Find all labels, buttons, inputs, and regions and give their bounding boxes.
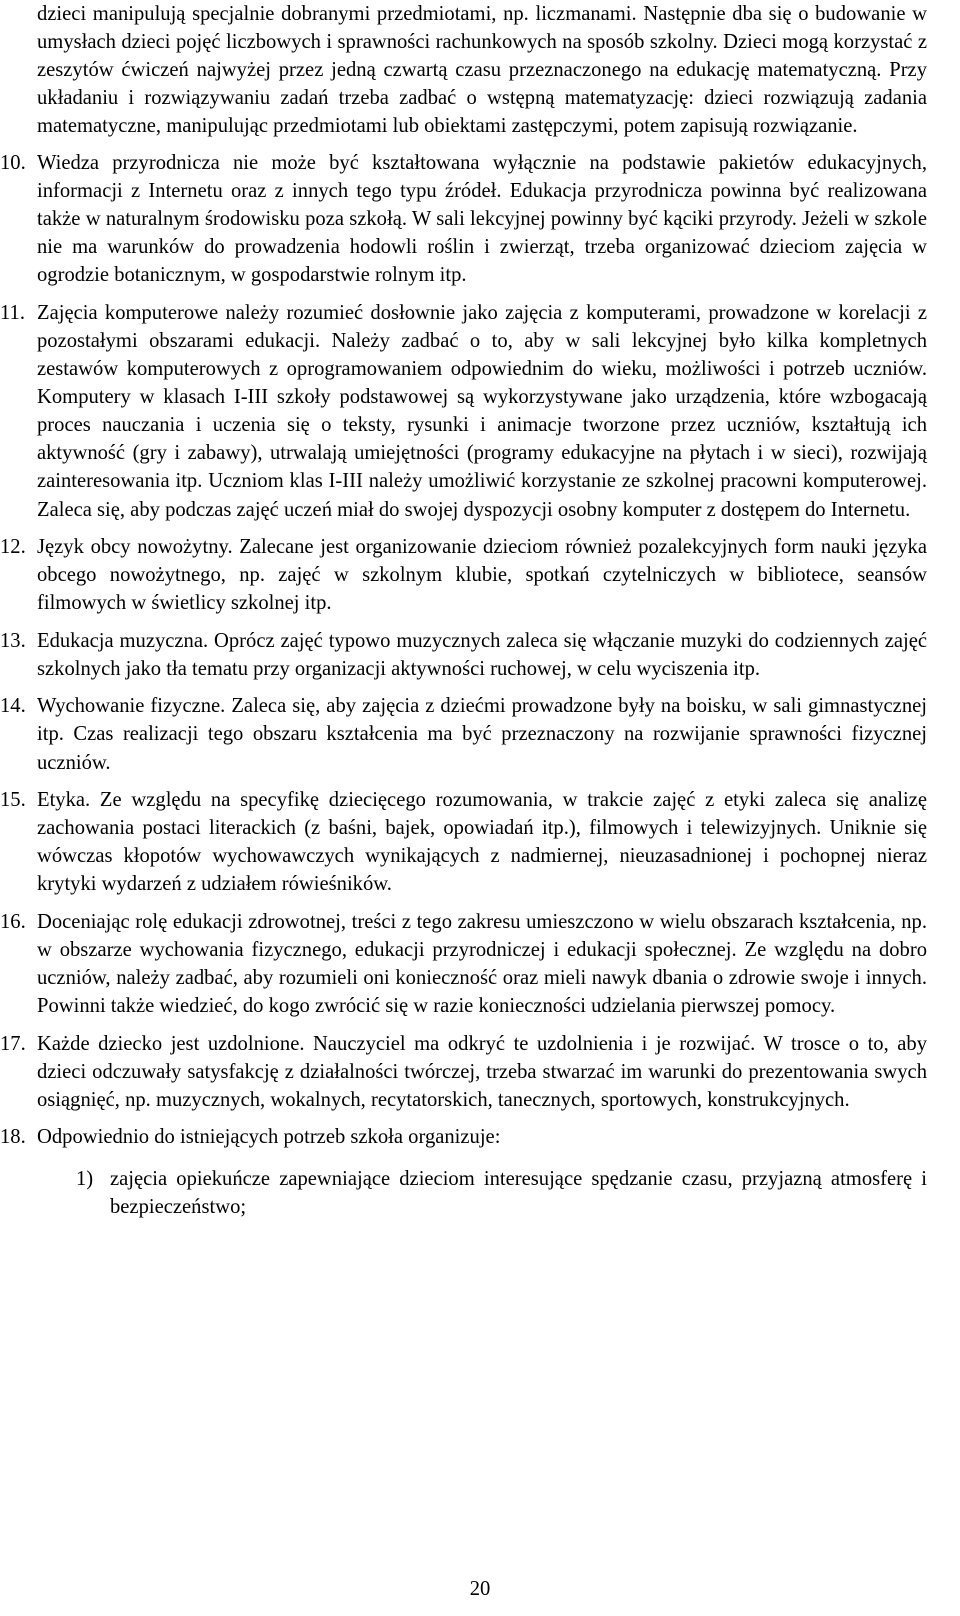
list-item bbox=[0, 908, 927, 1020]
sub-item-text: zajęcia opiekuńcze zapewniające dzieciom interesujące spędzanie czasu, przyjazną atmosferę i bezpieczeństwo; bbox=[110, 1168, 927, 1219]
sub-list-item bbox=[37, 1165, 927, 1221]
list-item bbox=[0, 149, 927, 289]
intro-paragraph: dzieci manipulują specjalnie dobranymi przedmiotami, np. liczmanami. Następnie dba się o budowanie w umysłach dzieci pojęć liczbowych i sprawności rachunkowych na sposób szkolny. Dzieci mogą korzystać z zeszytów ćwiczeń najwyżej przez jedną czwartą czasu przeznaczonego na edukację matematyczną. Przy układaniu i rozwiązywaniu zadań trzeba zadbać o wstępną matematyzację: dzieci rozwiązują zadania matematyczne, manipulując przedmiotami lub obiektami zastępczymi, potem zapisują rozwiązanie. bbox=[37, 3, 927, 138]
item-text: Edukacja muzyczna. Oprócz zajęć typowo muzycznych zaleca się włączanie muzyki do codziennych zajęć szkolnych jako tła tematu przy organizacji aktywności ruchowej, w celu wyciszenia itp. bbox=[37, 629, 927, 680]
item-text: Wiedza przyrodnicza nie może być kształtowana wyłącznie na podstawie pakietów edukacyjnych, informacji z Internetu oraz z innych tego typu źródeł. Edukacja przyrodnicza powinna być realizowana także w naturalnym środowisku poza szkołą. W sali lekcyjnej powinny być kąciki przyrody. Jeżeli w szkole nie ma warunków do prowadzenia hodowli roślin i zwierząt, trzeba organizować dzieciom zajęcia w ogrodzie botanicznym, w gospodarstwie rolnym itp. bbox=[37, 152, 927, 287]
page-number: 20 bbox=[469, 1578, 491, 1600]
item-text: Odpowiednio do istniejących potrzeb szkoła organizuje: bbox=[37, 1126, 501, 1149]
item-number: 10. bbox=[0, 152, 26, 175]
item-text: Zajęcia komputerowe należy rozumieć dosłownie jako zajęcia z komputerami, prowadzone w korelacji z pozostałymi obszarami edukacji. Należy zadbać o to, aby w sali lekcyjnej było kilka kompletnych zestawów komputerowych z oprogramowaniem odpowiednim do wieku, możliwości i potrzeb uczniów. Komputery w klasach I-III szkoły podstawowej są wykorzystywane jako urządzenia, które wzbogacają proces nauczania i uczenia się o teksty, rysunki i animacje tworzone przez uczniów, kształtują ich aktywność (gry i zabawy), utrwalają umiejętności (programy edukacyjne na płytach i w sieci), rozwijają zainteresowania itp. Uczniom klas I-III należy umożliwić korzystanie ze szkolnej pracowni komputerowej. Zaleca się, aby podczas zajęć uczeń miał do swojej dyspozycji osobny komputer z dostępem do Internetu. bbox=[37, 301, 927, 521]
item-number: 15. bbox=[0, 788, 26, 811]
item-text: Doceniając rolę edukacji zdrowotnej, treści z tego zakresu umieszczono w wielu obszarach kształcenia, np. w obszarze wychowania fizycznego, edukacji przyrodniczej i edukacji społecznej. Ze względu na dobro uczniów, należy zadbać, aby rozumieli oni konieczność oraz mieli nawyk dbania o zdrowie swoje i innych. Powinni także wiedzieć, do kogo zwrócić się w razie konieczności udzielania pierwszej pomocy. bbox=[37, 910, 927, 1018]
sub-list bbox=[37, 1165, 927, 1221]
list-item bbox=[0, 627, 927, 683]
list-item bbox=[0, 786, 927, 898]
item-number: 16. bbox=[0, 910, 26, 933]
list-item bbox=[0, 1030, 927, 1114]
item-text: Wychowanie fizyczne. Zaleca się, aby zajęcia z dziećmi prowadzone były na boisku, w sali gimnastycznej itp. Czas realizacji tego obszaru kształcenia ma być przeznaczony na rozwijanie sprawności fizycznej uczniów. bbox=[37, 695, 927, 774]
item-number: 13. bbox=[0, 629, 26, 652]
list-item bbox=[0, 299, 927, 524]
item-number: 14. bbox=[0, 695, 26, 718]
sub-item-number: 1) bbox=[76, 1168, 94, 1191]
item-number: 12. bbox=[0, 536, 26, 559]
item-text: Etyka. Ze względu na specyfikę dziecięcego rozumowania, w trakcie zajęć z etyki zaleca się analizę zachowania postaci literackich (z baśni, bajek, opowiadań itp.), filmowych i telewizyjnych. Uniknie się wówczas kłopotów wychowawczych wynikających z nadmiernej, nieuzasadnionej i pochopnej nieraz krytyki wydarzeń z udziałem rówieśników. bbox=[37, 788, 927, 896]
list-item bbox=[0, 533, 927, 617]
item-text: Język obcy nowożytny. Zalecane jest organizowanie dzieciom również pozalekcyjnych form nauki języka obcego nowożytnego, np. zajęć w szkolnym klubie, spotkań czytelniczych w bibliotece, seansów filmowych w świetlicy szkolnej itp. bbox=[37, 536, 927, 615]
list-item bbox=[0, 1123, 927, 1221]
list-item bbox=[0, 692, 927, 776]
item-number: 17. bbox=[0, 1032, 26, 1055]
item-text: Każde dziecko jest uzdolnione. Nauczyciel ma odkryć te uzdolnienia i je rozwijać. W trosce o to, aby dzieci odczuwały satysfakcję z działalności twórczej, trzeba stwarzać im warunki do prezentowania swych osiągnięć, np. muzycznych, wokalnych, recytatorskich, tanecznych, sportowych, konstrukcyjnych. bbox=[37, 1032, 927, 1111]
item-number: 18. bbox=[0, 1126, 26, 1149]
item-number: 11. bbox=[0, 301, 25, 324]
numbered-list bbox=[0, 149, 927, 1221]
